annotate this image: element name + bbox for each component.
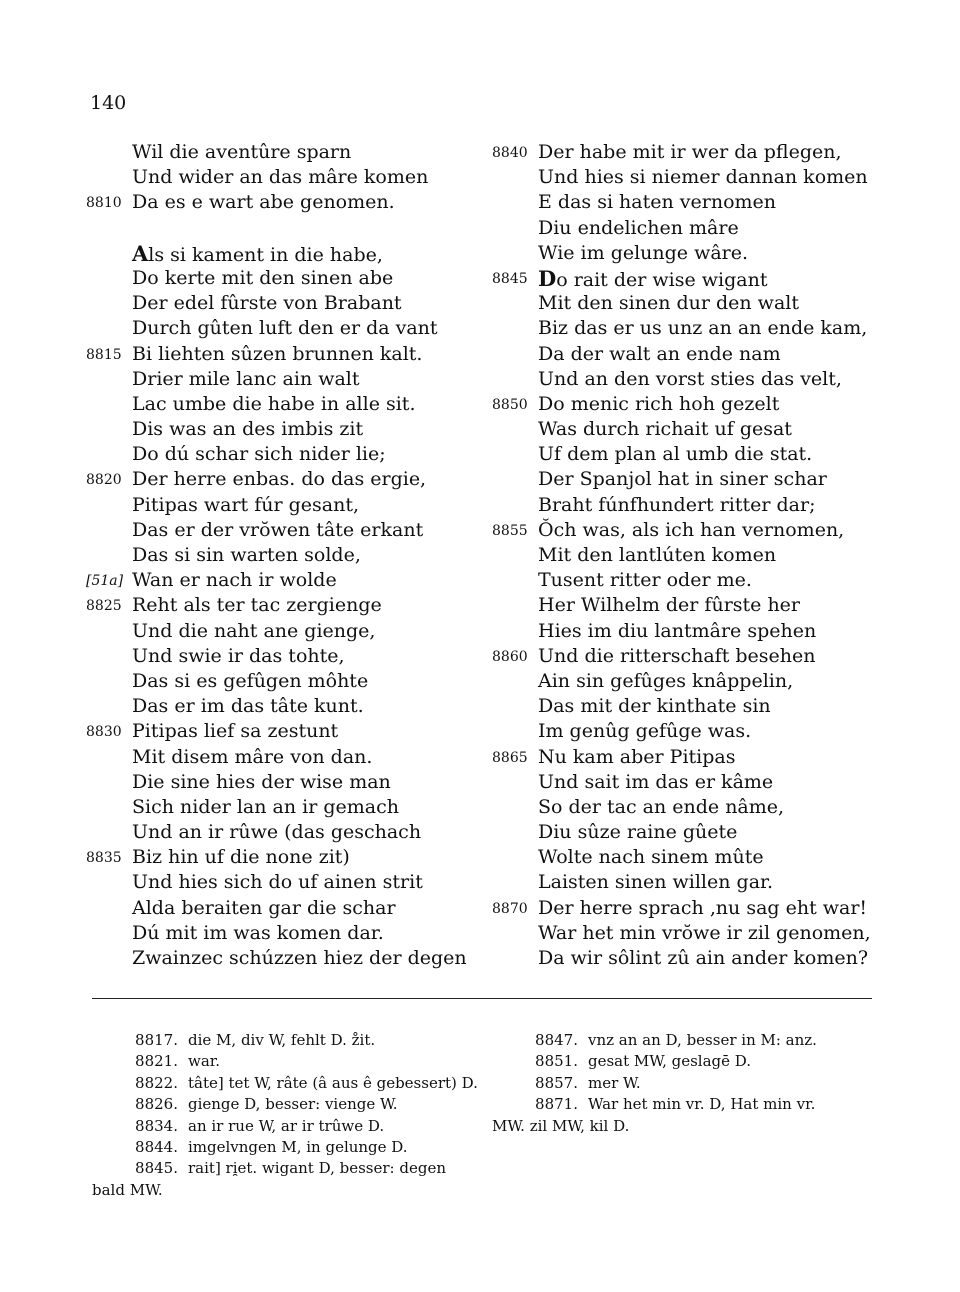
verse-text — [132, 266, 393, 291]
footnote-number: 8857. — [535, 1073, 578, 1092]
footnote — [92, 1073, 482, 1094]
verse-line — [492, 896, 882, 921]
verse-text — [538, 291, 799, 316]
verse-text — [132, 291, 402, 316]
verse-body: Und swie ir das tohte, — [132, 644, 345, 667]
right-verse-column — [492, 140, 882, 971]
verse-text — [538, 619, 816, 644]
verse-body: Biz das er us unz an an ende kam, — [538, 317, 868, 340]
footnote — [92, 1116, 482, 1137]
verse-body: Do dú schar sich nider lie; — [132, 443, 386, 466]
verse-body: Die sine hies der wise man — [132, 770, 391, 793]
verse-text — [132, 694, 364, 719]
verse-text — [132, 946, 467, 971]
verse-line — [492, 165, 882, 190]
verse-line — [492, 190, 882, 215]
verse-line — [86, 669, 476, 694]
verse-line — [86, 392, 476, 417]
verse-line — [86, 241, 476, 266]
verse-body: So der tac an ende nâme, — [538, 795, 785, 818]
verse-body: Bi liehten sûzen brunnen kalt. — [132, 342, 423, 365]
verse-line — [492, 241, 882, 266]
verse-line — [86, 291, 476, 316]
verse-body: Und die ritterschaft besehen — [538, 644, 816, 667]
verse-body: Das mit der kinthate sin — [538, 695, 771, 718]
verse-text — [132, 417, 363, 442]
verse-text — [132, 568, 337, 593]
verse-line — [86, 518, 476, 543]
verse-text — [132, 845, 350, 870]
verse-text — [538, 543, 776, 568]
footnote-divider — [92, 998, 872, 999]
line-number: 8835 — [86, 850, 122, 867]
verse-body: Diu endelichen mâre — [538, 216, 739, 239]
verse-text — [538, 518, 844, 543]
verse-body: E das si haten vernomen — [538, 191, 777, 214]
footnote — [92, 1180, 482, 1201]
footnote — [92, 1030, 482, 1051]
verse-body: Ain sin gefûges knâppelin, — [538, 669, 794, 692]
verse-line — [86, 694, 476, 719]
footnote — [92, 1158, 482, 1179]
verse-text — [132, 467, 426, 492]
verse-text — [538, 266, 767, 293]
verse-line — [492, 442, 882, 467]
footnote-number: 8845. — [135, 1159, 178, 1178]
verse-text — [538, 845, 764, 870]
verse-body: Das si es gefûgen môhte — [132, 669, 369, 692]
verse-line — [492, 392, 882, 417]
verse-text — [538, 568, 752, 593]
line-number: 8840 — [492, 145, 528, 161]
verse-body: Wie im gelunge wâre. — [538, 241, 749, 264]
verse-line — [492, 870, 882, 895]
line-number: 8870 — [492, 900, 528, 917]
footnote-text: an ir rue W, ar ir trûwe D. — [188, 1116, 385, 1135]
verse-line — [86, 266, 476, 291]
verse-line — [86, 845, 476, 870]
verse-text — [538, 694, 771, 719]
verse-text — [538, 442, 812, 467]
verse-body: Sich nider lan an ir gemach — [132, 795, 399, 818]
verse-line — [86, 946, 476, 971]
footnote-text: MW. zil MW, kil D. — [492, 1116, 630, 1135]
verse-line — [86, 442, 476, 467]
verse-text — [538, 392, 779, 417]
verse-line — [86, 870, 476, 895]
verse-body: Und an ir rûwe (das geschach — [132, 821, 422, 844]
verse-line — [492, 467, 882, 492]
verse-body: Reht als ter tac zergienge — [132, 594, 382, 617]
initial-letter: A — [132, 240, 149, 266]
line-number: 8810 — [86, 195, 122, 212]
verse-text — [538, 644, 816, 669]
footnote-text: tâte] tet W, râte (â aus ê gebessert) D. — [188, 1073, 478, 1092]
verse-line — [86, 342, 476, 367]
verse-body: Wil die aventûre sparn — [132, 141, 352, 163]
verse-text — [538, 921, 871, 946]
footnote-text: vnz an an D, besser in M: anz. — [588, 1031, 817, 1049]
verse-text — [538, 216, 739, 241]
footnote-number: 8821. — [135, 1052, 178, 1071]
verse-line — [492, 543, 882, 568]
footnote-text: bald MW. — [92, 1180, 163, 1199]
verse-line — [86, 417, 476, 442]
footnote — [492, 1051, 882, 1072]
verse-line — [86, 568, 476, 593]
line-number: 8850 — [492, 396, 528, 413]
verse-text — [132, 896, 396, 921]
verse-text — [132, 644, 345, 669]
verse-line — [86, 593, 476, 618]
verse-body: Do kerte mit den sinen abe — [132, 266, 394, 289]
verse-body: Ŏch was, als ich han vernomen, — [538, 518, 845, 541]
verse-body: Mit disem mâre von dan. — [132, 745, 373, 768]
verse-line — [492, 845, 882, 870]
footnote-number: 8826. — [135, 1095, 178, 1114]
verse-body: Laisten sinen willen gar. — [538, 871, 774, 894]
verse-body: Und an den vorst sties das velt, — [538, 367, 842, 390]
verse-body: Und hies sich do uf ainen strit — [132, 871, 423, 894]
footnote — [492, 1030, 882, 1051]
verse-line — [492, 694, 882, 719]
verse-text — [538, 770, 773, 795]
verse-text — [538, 669, 793, 694]
verse-body: Wan er nach ir wolde — [132, 569, 337, 592]
verse-line — [492, 921, 882, 946]
verse-line — [86, 140, 476, 165]
line-number: [51a] — [86, 573, 124, 590]
verse-line — [492, 770, 882, 795]
verse-line — [492, 946, 882, 971]
verse-body: Dú mit im was komen dar. — [132, 921, 384, 944]
verse-text — [538, 795, 784, 820]
verse-body: Mit den lantlúten komen — [538, 544, 777, 566]
footnote-number: 8817. — [135, 1031, 178, 1049]
verse-text — [132, 795, 399, 820]
footnote-text: mer W. — [588, 1073, 641, 1092]
footnote — [92, 1094, 482, 1115]
verse-line — [492, 367, 882, 392]
verse-body: Her Wilhelm der fûrste her — [538, 594, 801, 617]
verse-body: Und sait im das er kâme — [538, 770, 774, 793]
verse-text — [538, 467, 827, 492]
verse-body: Da wir sôlint zû ain ander komen? — [538, 947, 869, 969]
verse-line — [492, 593, 882, 618]
verse-body: Das er im das tâte kunt. — [132, 695, 364, 718]
verse-line — [492, 140, 882, 165]
verse-body: Hies im diu lantmâre spehen — [538, 619, 817, 642]
verse-text — [132, 165, 428, 190]
verse-line — [86, 896, 476, 921]
footnote — [92, 1137, 482, 1158]
verse-line — [492, 417, 882, 442]
verse-text — [538, 190, 776, 215]
verse-text — [132, 820, 421, 845]
verse-line — [86, 190, 476, 215]
footnote-number: 8847. — [535, 1031, 578, 1049]
verse-line — [86, 543, 476, 568]
footnote — [492, 1094, 882, 1115]
verse-line — [86, 745, 476, 770]
verse-text — [132, 493, 359, 518]
footnote — [492, 1073, 882, 1094]
verse-text — [132, 870, 423, 895]
verse-text — [132, 593, 382, 618]
verse-text — [538, 241, 748, 266]
footnote-number: 8871. — [535, 1095, 578, 1114]
verse-text — [132, 140, 351, 165]
verse-line — [86, 216, 476, 241]
footnote-text: rait] ri̯et. wigant D, besser: degen — [188, 1159, 446, 1178]
verse-body: War het min vrŏwe ir zil genomen, — [538, 921, 871, 944]
footnote-text: die M, div W, fehlt D. z̊it. — [188, 1031, 376, 1049]
verse-line — [492, 216, 882, 241]
verse-line — [492, 316, 882, 341]
verse-text — [538, 896, 867, 921]
verse-line — [86, 316, 476, 341]
verse-text — [132, 241, 383, 268]
verse-line — [492, 518, 882, 543]
verse-body: Lac umbe die habe in alle sit. — [132, 392, 416, 415]
verse-text — [132, 921, 384, 946]
verse-line — [492, 719, 882, 744]
verse-body: Pitipas lief sa zestunt — [132, 720, 339, 743]
verse-line — [492, 820, 882, 845]
verse-text — [132, 770, 391, 795]
verse-body: Diu sûze raine gûete — [538, 821, 738, 844]
footnote-number: 8851. — [535, 1052, 578, 1071]
footnote-number: 8844. — [135, 1137, 178, 1156]
verse-line — [86, 795, 476, 820]
verse-text — [132, 367, 360, 392]
verse-body: Uf dem plan al umb die stat. — [538, 443, 813, 466]
verse-text — [538, 946, 868, 971]
verse-text — [132, 619, 375, 644]
verse-body: Nu kam aber Pitipas — [538, 745, 736, 768]
line-number: 8845 — [492, 270, 528, 287]
verse-body: ls si kament in die habe, — [148, 243, 383, 266]
verse-text — [538, 165, 868, 190]
verse-body: Tusent ritter oder me. — [538, 569, 752, 592]
verse-line — [86, 644, 476, 669]
verse-line — [492, 745, 882, 770]
footnote-text: gesat MW, geslagē D. — [588, 1052, 752, 1071]
verse-line — [492, 568, 882, 593]
initial-letter: D — [538, 265, 557, 291]
line-number: 8830 — [86, 724, 122, 741]
line-number: 8855 — [492, 522, 528, 539]
footnote — [492, 1116, 882, 1137]
verse-body: Das er der vrŏwen tâte erkant — [132, 518, 424, 541]
verse-body: Der edel fûrste von Brabant — [132, 292, 402, 315]
verse-text — [538, 342, 781, 367]
verse-body: Und die naht ane gienge, — [132, 619, 376, 642]
verse-body: Was durch richait uf gesat — [538, 418, 792, 441]
footnote-text: war. — [188, 1052, 221, 1071]
verse-body: Alda beraiten gar die schar — [132, 896, 396, 919]
left-verse-column — [86, 140, 476, 971]
verse-body: Braht fúnfhundert ritter dar; — [538, 493, 816, 516]
verse-text — [538, 493, 815, 518]
page-number: 140 — [90, 92, 127, 114]
verse-body: Im genûg gefûge was. — [538, 720, 752, 743]
verse-line — [86, 619, 476, 644]
verse-line — [86, 165, 476, 190]
verse-text — [132, 543, 361, 568]
verse-line — [86, 719, 476, 744]
verse-text — [132, 719, 338, 744]
verse-body: Der herre sprach ‚nu sag eht war! — [538, 896, 868, 919]
verse-text — [538, 870, 773, 895]
verse-body: Da es e wart abe genomen. — [132, 191, 395, 214]
footnote-text: War het min vr. D, Hat min vr. — [588, 1095, 816, 1114]
verse-text — [132, 190, 395, 215]
verse-body: Mit den sinen dur den walt — [538, 292, 799, 315]
footnotes-left — [92, 1030, 482, 1201]
verse-body: Dis was an des imbis zit — [132, 418, 364, 441]
verse-line — [492, 342, 882, 367]
verse-body: Drier mile lanc ain walt — [132, 367, 360, 390]
verse-text — [132, 518, 423, 543]
verse-line — [86, 921, 476, 946]
footnote-text: imgelvngen M, in gelunge D. — [188, 1137, 408, 1156]
verse-text — [132, 392, 415, 417]
footnote-text: gienge D, besser: vienge W. — [188, 1095, 398, 1114]
verse-text — [538, 367, 842, 392]
verse-line — [492, 795, 882, 820]
verse-text — [132, 342, 422, 367]
verse-line — [86, 820, 476, 845]
verse-body: Der herre enbas. do das ergie, — [132, 468, 427, 491]
verse-body: Der habe mit ir wer da pflegen, — [538, 141, 842, 163]
verse-body: Do menic rich hoh gezelt — [538, 392, 780, 415]
verse-line — [492, 291, 882, 316]
verse-body: o rait der wise wigant — [556, 268, 768, 291]
footnote-number: 8834. — [135, 1116, 178, 1135]
verse-line — [492, 669, 882, 694]
line-number: 8815 — [86, 346, 122, 363]
verse-text — [538, 745, 735, 770]
verse-body: Pitipas wart fúr gesant, — [132, 493, 359, 516]
verse-text — [538, 316, 867, 341]
verse-body: Das si sin warten solde, — [132, 544, 361, 566]
verse-line — [492, 266, 882, 291]
verse-body: Und hies si niemer dannan komen — [538, 166, 868, 189]
verse-line — [86, 770, 476, 795]
verse-line — [86, 467, 476, 492]
verse-body: Biz hin uf die none zit) — [132, 846, 350, 869]
verse-text — [132, 745, 372, 770]
footnote-number: 8822. — [135, 1073, 178, 1092]
verse-text — [538, 820, 737, 845]
line-number: 8825 — [86, 598, 122, 615]
verse-body: Und wider an das mâre komen — [132, 166, 429, 189]
verse-body: Zwainzec schúzzen hiez der degen — [132, 947, 467, 969]
line-number: 8865 — [492, 749, 528, 766]
verse-text — [132, 442, 386, 467]
verse-text — [538, 140, 842, 165]
verse-line — [492, 493, 882, 518]
verse-body: Wolte nach sinem mûte — [538, 846, 764, 869]
verse-line — [86, 367, 476, 392]
footnotes-right — [492, 1030, 882, 1137]
verse-text — [132, 316, 438, 341]
verse-body: Der Spanjol hat in siner schar — [538, 468, 827, 491]
footnote — [92, 1051, 482, 1072]
verse-text — [132, 669, 368, 694]
verse-text — [538, 719, 751, 744]
line-number: 8860 — [492, 648, 528, 665]
verse-line — [86, 493, 476, 518]
line-number: 8820 — [86, 472, 122, 489]
verse-text — [538, 417, 792, 442]
verse-body: Durch gûten luft den er da vant — [132, 317, 438, 340]
verse-text — [538, 593, 800, 618]
verse-line — [492, 644, 882, 669]
verse-line — [492, 619, 882, 644]
verse-body: Da der walt an ende nam — [538, 342, 781, 365]
